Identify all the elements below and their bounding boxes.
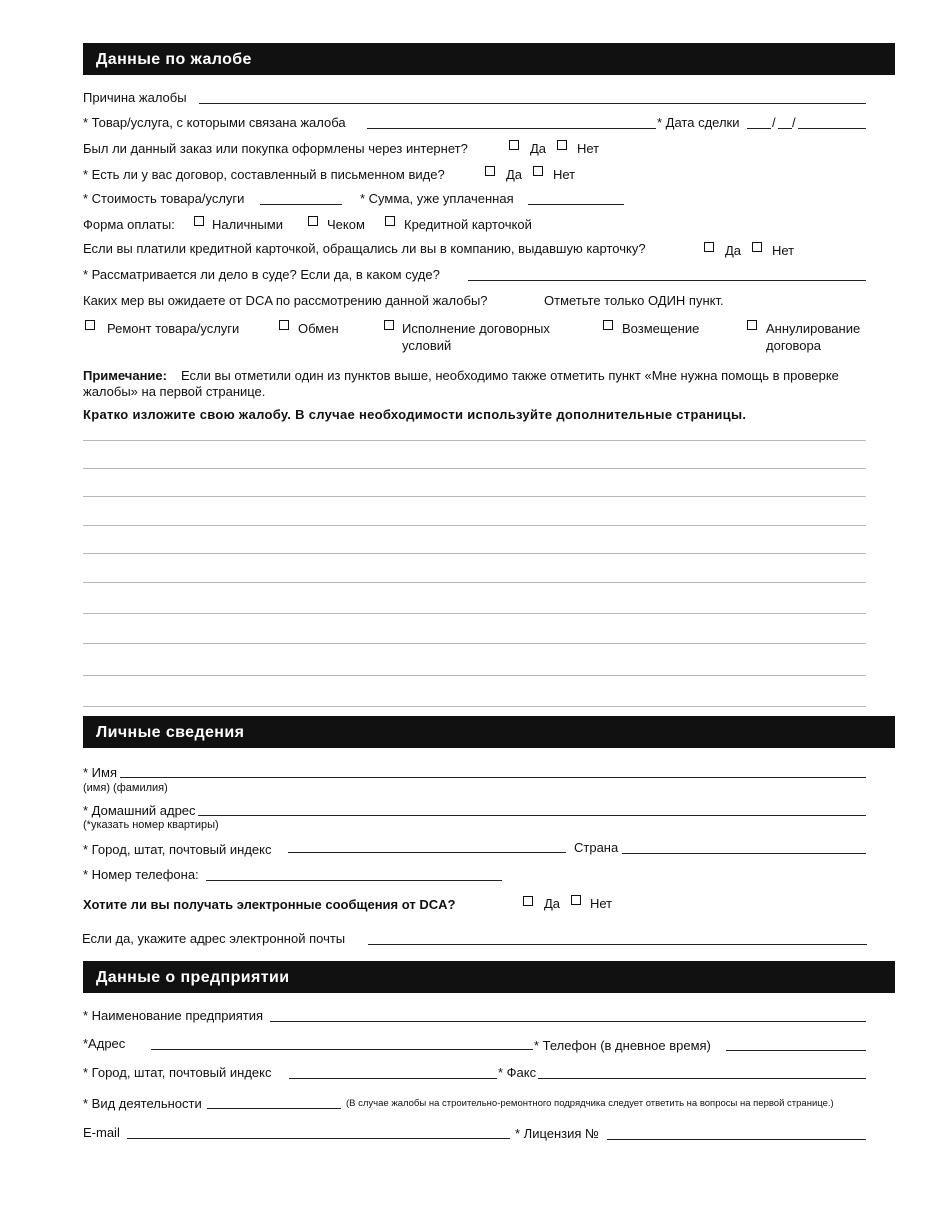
country-label: Страна <box>574 840 619 855</box>
product-label: * Товар/услуга, с которыми связана жалоба <box>83 115 346 130</box>
payment-card-checkbox[interactable] <box>385 216 395 226</box>
email-question: Хотите ли вы получать электронные сообщения от DCA? <box>83 897 456 912</box>
opt-refund-checkbox[interactable] <box>603 320 613 330</box>
license-label: * Лицензия № <box>515 1126 599 1141</box>
payment-check-checkbox[interactable] <box>308 216 318 226</box>
business-city-field[interactable] <box>289 1078 497 1079</box>
note-text: Если вы отметили один из пунктов выше, необходимо также отметить пункт «Мне нужна помощь в проверке <box>181 368 839 383</box>
email-address-label: Если да, укажите адрес электронной почты <box>82 931 346 946</box>
summary-writing-line[interactable] <box>83 706 866 707</box>
summary-writing-line[interactable] <box>83 525 866 526</box>
paid-field[interactable] <box>528 204 624 205</box>
complaint-section-header: Данные по жалобе <box>83 43 895 75</box>
home-address-label: * Домашний адрес <box>83 803 196 818</box>
business-section-header: Данные о предприятии <box>83 961 895 993</box>
card-yes-checkbox[interactable] <box>704 242 714 252</box>
opt-fulfil-checkbox[interactable] <box>384 320 394 330</box>
email-no-label: Нет <box>590 896 613 911</box>
online-question: Был ли данный заказ или покупка оформлены через интернет? <box>83 141 468 156</box>
summary-writing-line[interactable] <box>83 468 866 469</box>
business-name-label: * Наименование предприятия <box>83 1008 264 1023</box>
opt-fulfil-label: Исполнение договорных <box>402 321 550 336</box>
paid-label: * Сумма, уже уплаченная <box>360 191 514 206</box>
deal-date-label: * Дата сделки <box>657 115 740 130</box>
opt-repair-checkbox[interactable] <box>85 320 95 330</box>
email-yes-checkbox[interactable] <box>523 896 533 906</box>
payment-cash-label: Наличными <box>212 217 283 232</box>
home-address-field[interactable] <box>198 815 866 816</box>
name-field[interactable] <box>120 777 866 778</box>
summary-instruction: Кратко изложите свою жалобу. В случае необходимости используйте дополнительные страницы. <box>83 407 747 422</box>
summary-writing-line[interactable] <box>83 553 866 554</box>
business-email-label: E-mail <box>83 1125 120 1140</box>
country-field[interactable] <box>622 853 866 854</box>
deal-date-month-field[interactable] <box>747 128 771 129</box>
contract-yes-label: Да <box>506 167 523 182</box>
summary-writing-line[interactable] <box>83 440 866 441</box>
opt-exchange-checkbox[interactable] <box>279 320 289 330</box>
opt-refund-label: Возмещение <box>622 321 700 336</box>
opt-repair-label: Ремонт товара/услуги <box>107 321 240 336</box>
contract-no-checkbox[interactable] <box>533 166 543 176</box>
opt-cancel-label-2: договора <box>766 338 821 353</box>
date-separator: / <box>772 115 776 130</box>
business-address-label: *Адрес <box>83 1036 126 1051</box>
summary-writing-line[interactable] <box>83 496 866 497</box>
opt-cancel-label: Аннулирование <box>766 321 861 336</box>
card-question: Если вы платили кредитной карточкой, обращались ли вы в компанию, выдавшую карточку? <box>83 241 646 256</box>
summary-writing-line[interactable] <box>83 643 866 644</box>
payment-card-label: Кредитной карточкой <box>404 217 532 232</box>
expect-question: Каких мер вы ожидаете от DCA по рассмотрению данной жалобы? <box>83 293 488 308</box>
email-no-checkbox[interactable] <box>571 895 581 905</box>
activity-label: * Вид деятельности <box>83 1096 202 1111</box>
online-no-checkbox[interactable] <box>557 140 567 150</box>
fax-label: * Факс <box>498 1065 537 1080</box>
phone-field[interactable] <box>206 880 502 881</box>
contract-no-label: Нет <box>553 167 576 182</box>
court-question: * Рассматривается ли дело в суде? Если да, в каком суде? <box>83 267 440 282</box>
activity-note: (В случае жалобы на строительно-ремонтного подрядчика следует ответить на вопросы на первой странице.) <box>346 1098 834 1109</box>
contract-yes-checkbox[interactable] <box>485 166 495 176</box>
summary-writing-line[interactable] <box>83 613 866 614</box>
business-address-field[interactable] <box>151 1049 533 1050</box>
license-field[interactable] <box>607 1139 866 1140</box>
deal-date-year-field[interactable] <box>798 128 866 129</box>
deal-date-day-field[interactable] <box>778 128 792 129</box>
city-field[interactable] <box>288 852 566 853</box>
cost-field[interactable] <box>260 204 342 205</box>
online-yes-label: Да <box>530 141 547 156</box>
city-label: * Город, штат, почтовый индекс <box>83 842 272 857</box>
name-hint: (имя) (фамилия) <box>83 782 168 794</box>
opt-fulfil-label-2: условий <box>402 338 452 353</box>
date-separator: / <box>792 115 796 130</box>
note-text-2: жалобы» на первой странице. <box>83 384 266 399</box>
day-phone-label: * Телефон (в дневное время) <box>534 1038 711 1053</box>
note-label: Примечание: <box>83 368 167 383</box>
payment-cash-checkbox[interactable] <box>194 216 204 226</box>
card-yes-label: Да <box>725 243 742 258</box>
address-hint: (*указать номер квартиры) <box>83 819 219 831</box>
reason-field[interactable] <box>199 103 866 104</box>
business-name-field[interactable] <box>270 1021 866 1022</box>
name-label: * Имя <box>83 765 117 780</box>
online-yes-checkbox[interactable] <box>509 140 519 150</box>
cost-label: * Стоимость товара/услуги <box>83 191 245 206</box>
reason-label: Причина жалобы <box>83 90 187 105</box>
court-field[interactable] <box>468 280 866 281</box>
card-no-label: Нет <box>772 243 795 258</box>
activity-field[interactable] <box>207 1108 341 1109</box>
summary-writing-line[interactable] <box>83 675 866 676</box>
day-phone-field[interactable] <box>726 1050 866 1051</box>
business-email-field[interactable] <box>127 1138 510 1139</box>
phone-label: * Номер телефона: <box>83 867 199 882</box>
online-no-label: Нет <box>577 141 600 156</box>
contract-question: * Есть ли у вас договор, составленный в письменном виде? <box>83 167 445 182</box>
fax-field[interactable] <box>538 1078 866 1079</box>
opt-exchange-label: Обмен <box>298 321 339 336</box>
expect-hint: Отметьте только ОДИН пункт. <box>544 293 724 308</box>
opt-cancel-checkbox[interactable] <box>747 320 757 330</box>
payment-check-label: Чеком <box>327 217 365 232</box>
payment-form-label: Форма оплаты: <box>83 217 175 232</box>
card-no-checkbox[interactable] <box>752 242 762 252</box>
email-yes-label: Да <box>544 896 561 911</box>
summary-writing-line[interactable] <box>83 582 866 583</box>
email-address-field[interactable] <box>368 944 867 945</box>
business-city-label: * Город, штат, почтовый индекс <box>83 1065 272 1080</box>
product-field[interactable] <box>367 128 656 129</box>
personal-section-header: Личные сведения <box>83 716 895 748</box>
